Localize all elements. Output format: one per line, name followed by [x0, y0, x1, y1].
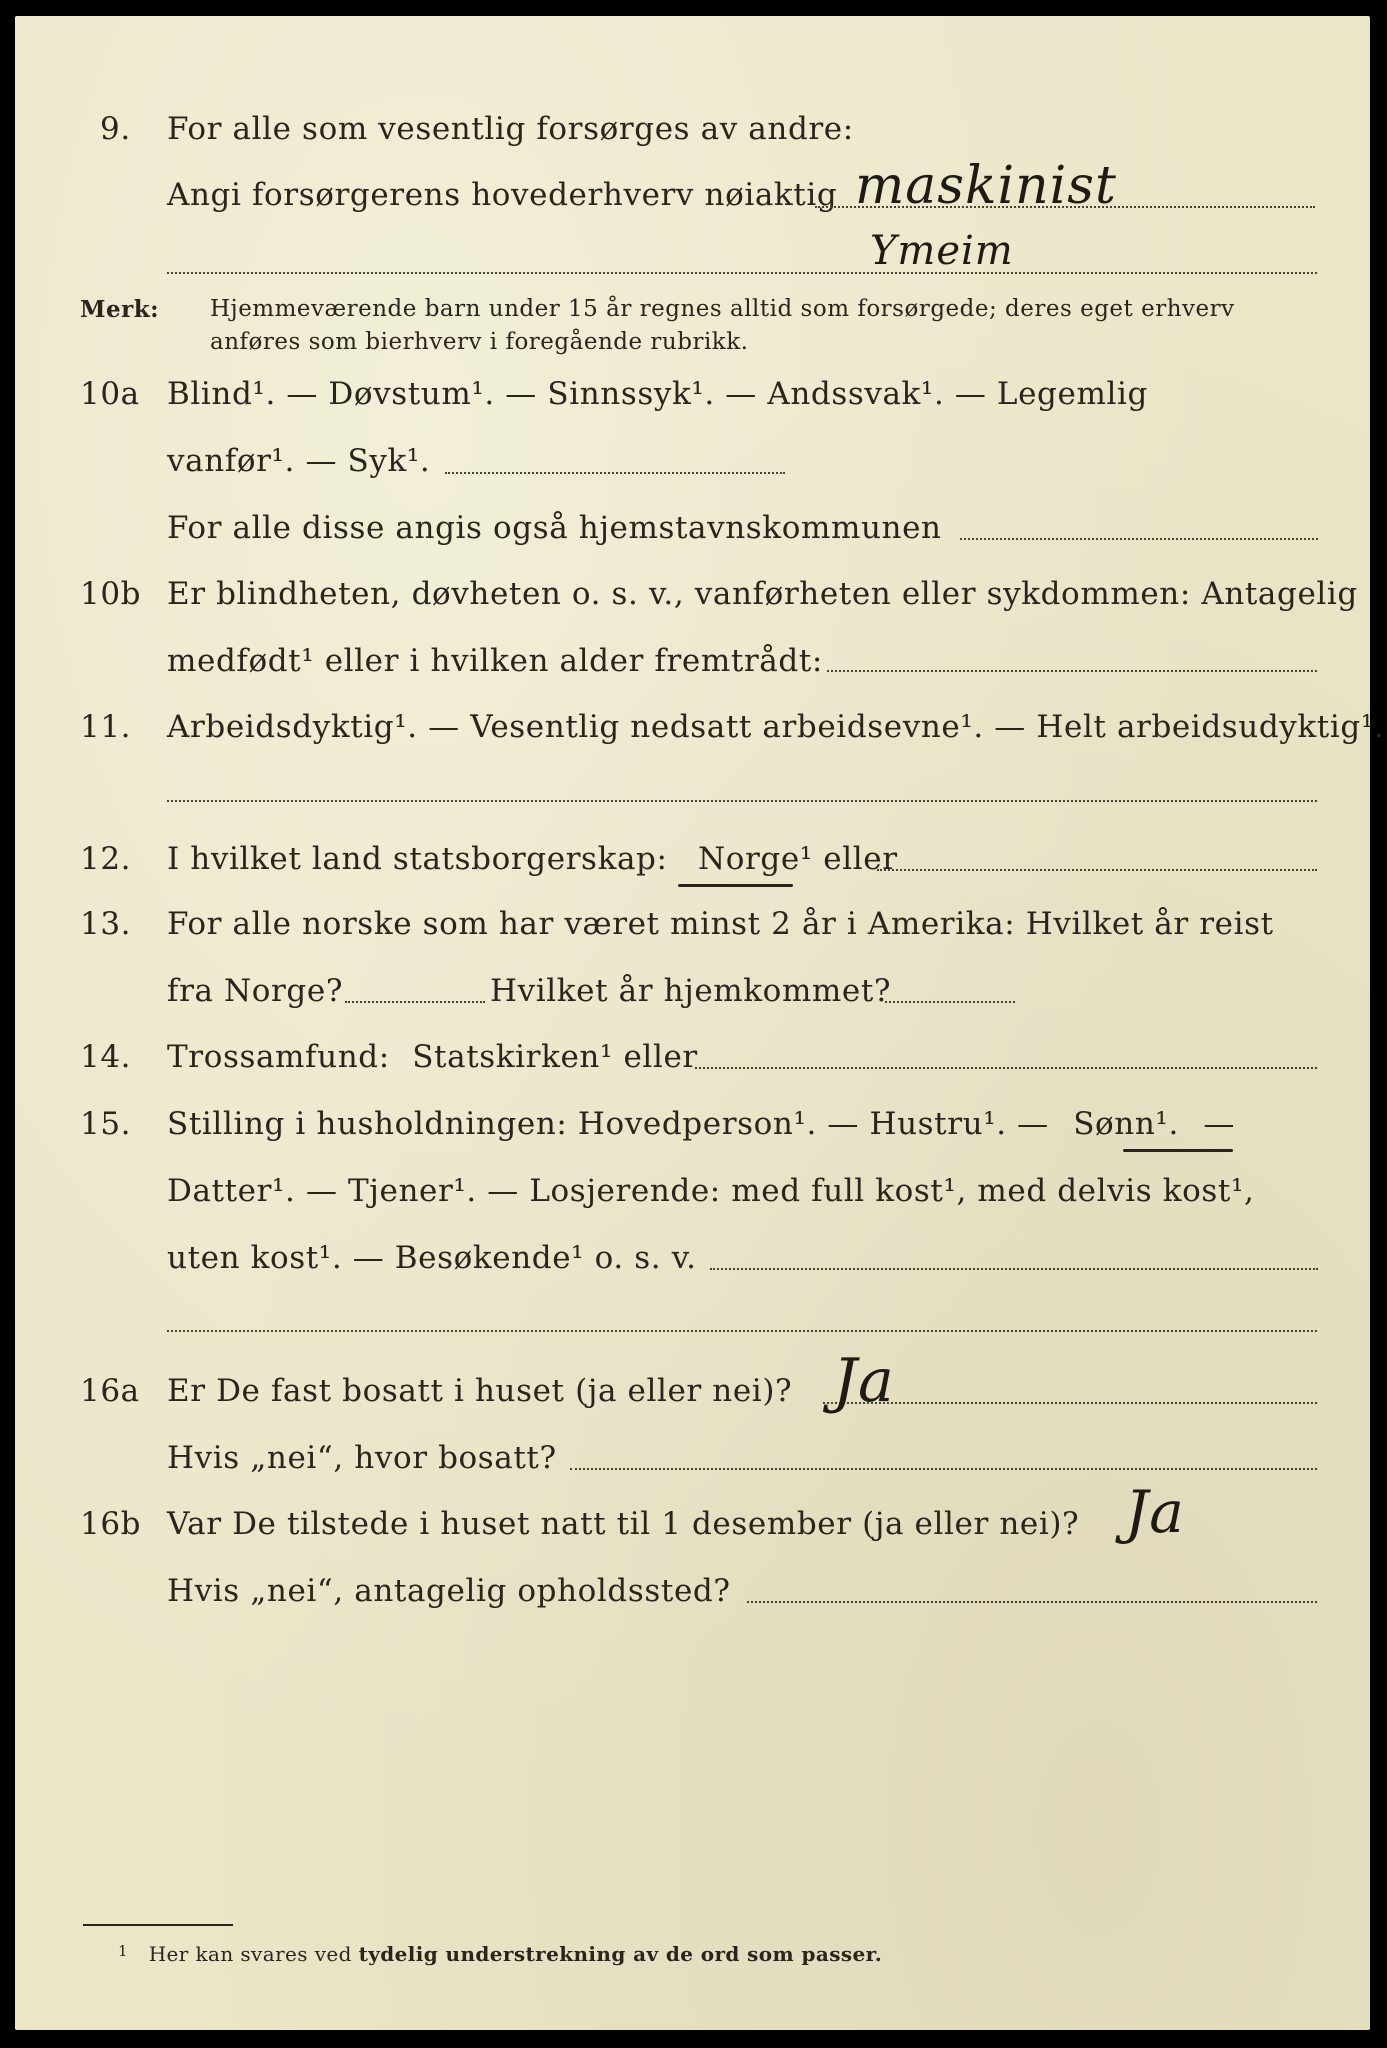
q10a-line-2: vanfør¹. — Syk¹.: [167, 443, 431, 479]
q14-statskirken: Statskirken¹: [412, 1039, 614, 1075]
q16a-line-2: Hvis „nei“, hvor bosatt?: [167, 1440, 557, 1476]
merk-line-1: Hjemmeværende barn under 15 år regnes alltid som forsørgede; deres eget erhverv: [210, 296, 1235, 322]
q12-answer-line: [877, 869, 1317, 871]
q16b-line-1: Var De tilstede i huset natt til 1 desember (ja eller nei)?: [167, 1506, 1080, 1542]
footnote-mark: 1: [118, 1942, 128, 1960]
q16b-answer-line: [747, 1601, 1317, 1603]
q12-prefix: I hvilket land statsborgerskap:: [167, 841, 668, 877]
q13-line-1: For alle norske som har været minst 2 år i Amerika: Hvilket år reist: [167, 906, 1274, 942]
q15-line-3: uten kost¹. — Besøkende¹ o. s. v.: [167, 1240, 697, 1276]
footnote-emphasis: tydelig understrekning av de ord som passer.: [358, 1942, 883, 1966]
q9-handwritten-occupation: maskinist: [855, 156, 1117, 216]
q10a-line-3: For alle disse angis også hjemstavnskommunen: [167, 510, 942, 546]
q16a-handwritten-answer: Ja: [833, 1346, 895, 1416]
q15-answer-line-2: [167, 1330, 1317, 1332]
q15-answer-line: [710, 1268, 1318, 1270]
q10a-number: 10a: [80, 376, 140, 412]
q10b-answer-line: [827, 670, 1317, 672]
q15-line-1b: —: [1203, 1106, 1235, 1142]
q16a-bosatt-line: [570, 1468, 1317, 1470]
q12-line: [167, 841, 898, 877]
q10a-home-line: [960, 538, 1318, 540]
q10a-answer-line: [445, 472, 785, 474]
q9-row-1: [100, 111, 131, 147]
q11-answer-line: [167, 800, 1317, 802]
q13-line-2a: fra Norge?: [167, 973, 344, 1009]
q13-reist-line: [345, 1001, 485, 1003]
q16b-handwritten-answer: Ja: [1125, 1478, 1185, 1546]
q15-line-1: [167, 1106, 1235, 1142]
q13-line-2b: Hvilket år hjemkommet?: [490, 973, 892, 1009]
q15-line-2: Datter¹. — Tjener¹. — Losjerende: med full kost¹, med delvis kost¹,: [167, 1173, 1255, 1209]
q15-sonn-underline: [1123, 1149, 1233, 1152]
q15-number: 15.: [80, 1106, 132, 1142]
q9-number: 9.: [100, 111, 131, 147]
merk-label: Merk:: [80, 296, 160, 323]
census-form-page: [15, 16, 1385, 2030]
q12-suffix: eller: [823, 841, 898, 877]
q16a-number: 16a: [80, 1373, 140, 1409]
footnote-rule: [83, 1924, 233, 1926]
q14-prefix: Trossamfund:: [167, 1039, 390, 1075]
q16b-line-2: Hvis „nei“, antagelig opholdssted?: [167, 1573, 731, 1609]
q16b-number: 16b: [80, 1506, 142, 1542]
q9-line-1: For alle som vesentlig forsørges av andre:: [167, 111, 854, 147]
q9-answer-line-2: [167, 272, 1317, 274]
q11-number: 11.: [80, 709, 132, 745]
q14-number: 14.: [80, 1039, 132, 1075]
q10b-line-1: Er blindheten, døvheten o. s. v., vanførheten eller sykdommen: Antagelig: [167, 576, 1358, 612]
q10a-line-1: Blind¹. — Døvstum¹. — Sinnssyk¹. — Andssvak¹. — Legemlig: [167, 376, 1148, 412]
q10b-number: 10b: [80, 576, 142, 612]
q9-line-2: Angi forsørgerens hovederhverv nøiaktig: [167, 177, 838, 213]
q13-hjemkommet-line: [885, 1001, 1015, 1003]
q12-number: 12.: [80, 841, 132, 877]
q9-handwritten-note: Ymeim: [870, 228, 1014, 274]
q10b-line-2: medfødt¹ eller i hvilken alder fremtrådt:: [167, 643, 823, 679]
q16a-answer-line: [823, 1402, 1317, 1404]
q16a-line-1: Er De fast bosatt i huset (ja eller nei)?: [167, 1373, 793, 1409]
q12-norge: Norge¹: [698, 841, 813, 877]
q15-line-1a: Stilling i husholdningen: Hovedperson¹. — Hustru¹. —: [167, 1106, 1049, 1142]
q13-number: 13.: [80, 906, 132, 942]
q14-line: [167, 1039, 698, 1075]
q14-suffix: eller: [623, 1039, 698, 1075]
q14-answer-line: [695, 1067, 1317, 1069]
q12-norge-underline: [678, 884, 793, 887]
footnote: [118, 1942, 882, 1966]
footnote-text: Her kan svares ved: [148, 1942, 352, 1966]
q15-sonn: Sønn¹.: [1073, 1106, 1179, 1142]
merk-line-2: anføres som bierhverv i foregående rubrikk.: [210, 329, 749, 355]
q11-line-1: Arbeidsdyktig¹. — Vesentlig nedsatt arbeidsevne¹. — Helt arbeidsudyktig¹.: [167, 709, 1385, 745]
